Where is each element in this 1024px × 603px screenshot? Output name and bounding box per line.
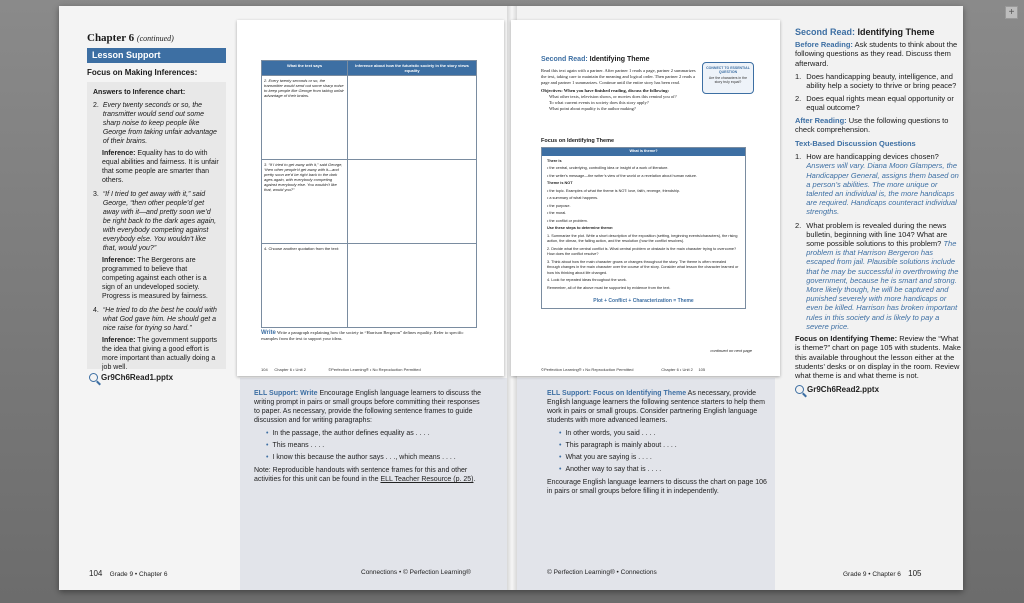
ell-support-write: ELL Support: Write Encourage English language learners to discuss the writing prompt in pairs or small groups before committing their responses to paper. As necessary, provide the following sentence frames to guide discussion and for writing paragraphs: • In the passage, the author defines equality as . . . . • This means . . . . • I know this because the author says . . ., which means . . . . Note: Reproducible handouts with sentence frames for this and other activities for this unit can be found in the ELL Teacher Resource (p. 25). — [254, 389, 486, 484]
theme-line: 2. Decide what the central conflict is. What central problem or obstacle is the main character trying to overcome? How does the conflict resolve? — [547, 246, 737, 256]
sentence-frame: • This means . . . . — [266, 441, 486, 450]
question-item: 2. What problem is revealed during the news bulletin, beginning with line 104? What are some possible solutions to this problem? The problem is that Harrison Bergeron has escaped from jail. Plausible solutions include that he may be successful in overthrowing the government, because he is smart and strong. More likely though, he will be captured and punished severely with more handicaps or even be killed. Harrison has broken important rules in this society and is likely to pay a severe price. — [795, 220, 959, 331]
search-file-icon — [89, 373, 98, 382]
question-item: 1. How are handicapping devices chosen? Answers will vary. Diana Moon Glampers, the Handicapper General, assigns them based on a person’s abilities. The more unique or talented an individual is, the more handicaps are required. Handicaps counteract individual strengths. — [795, 152, 959, 217]
sentence-frame: • I know this because the author says . . ., which means . . . . — [266, 453, 486, 462]
question-item: 2. Does equal rights mean equal opportunity or equal outcome? — [795, 94, 954, 113]
table-header: What the text says — [262, 61, 348, 75]
expand-icon[interactable]: + — [1005, 6, 1018, 19]
theme-line: • the central, underlying, controlling idea or insight of a work of literature. — [547, 166, 669, 170]
second-read-heading: Second Read: Identifying Theme — [795, 27, 935, 37]
theme-line: • the moral. — [547, 211, 567, 215]
theme-line: Theme is NOT — [547, 181, 573, 185]
theme-equation: Plot + Conflict + Characterization = Theme — [593, 298, 694, 304]
inference-table — [261, 60, 477, 328]
discussion-questions-heading: Text-Based Discussion Questions — [795, 139, 916, 149]
write-prompt: Write Write a paragraph explaining how the society in “Harrison Bergeron” defines equality. Refer to specific examples from the text to support your ideas. — [261, 330, 464, 341]
theme-line: Use these steps to determine theme: — [547, 226, 614, 230]
answer-item: 4. “He tried to do the best he could with what God gave him. He should get a nice raise for trying so hard.” — [93, 307, 217, 332]
theme-line: Remember, all of the above must be supported by evidence from the text. — [547, 285, 671, 290]
theme-line: • a summary of what happens. — [547, 196, 599, 200]
connect-essential-question: CONNECT TO ESSENTIAL QUESTION Are the characters in the story truly equal? — [702, 62, 754, 94]
partner-reading-text: Read this text again with a partner. After partner 1 reads a page, partner 2 summarizes the text, taking care to maintain the meaning and logical order. Then partner 2 reads a page and partner 1 summarizes. Continue until the entire story has been read. Objectives: When you have finished reading, discuss the following: What other texts, television shows, or movies does this remind you of? To what current events in society does this story apply? What point about equality is the author making? — [541, 68, 696, 111]
focus-heading: Focus on Making Inferences: — [87, 68, 198, 77]
inference: Inference: The government supports the idea that giving a good effort is more important than actually doing a job well. — [102, 337, 218, 371]
left-footer: 104 Grade 9 • Chapter 6 — [89, 569, 168, 578]
right-margin-column: Second Read: Identifying Theme Before Reading: Ask students to think about the following questions as they read. Discuss them afterward. 1. Does handicapping beauty, intelligence, and ability help a society to thrive or bring peace? 2. Does equal rights mean equal opportunity or equal outcome? After Reading: Use the following questions to check comprehension. Text-Based Discussion Questions 1. How are handicapping devices chosen? Answers will vary. Diana Moon Glampers, the Handicapper General, assigns them based on a person’s abilities. The more unique or talented an individual is, the more handicaps are required. Handicaps counteract individual strengths. 2. What problem is revealed during the news bulletin, beginning with line 104? What are some possible solutions to this problem? The problem is that Harrison Bergeron has escaped from jail. Plausible solutions include that he may be successful in overthrowing the government, because he is smart and strong. More likely though, he will be captured and punished severely with more handicaps or even be killed. Harrison has broken important rules in this society and is likely to pay a severe price. Focus on Identifying Theme: Review the “What is theme?” chart on page 105 with students. Make this available throughout the lesson either at the students’ desks or on display in the room. Review what theme is and what theme is not. Gr9Ch6Read2.pptx — [795, 27, 961, 395]
search-file-icon — [795, 385, 804, 394]
sentence-frame: • Another way to say that is . . . . — [559, 465, 769, 474]
table-cell: 3. “If I tried to get away with it,” said George, “then other people’d get away with it—and pretty soon we’d be right back to the dark ages again, with everybody competing against everybody else. You wouldn’t like that, would you?” — [262, 160, 348, 243]
inference: Inference: Equality has to do with equal abilities and fairness. It is unfair that some people are smarter than others. — [102, 150, 219, 184]
student-page-104 — [237, 20, 504, 376]
focus-theme-heading: Focus on Identifying Theme — [541, 138, 615, 144]
answer-item: 2. Every twenty seconds or so, the transmitter would send out some sharp noise to keep people like George from taking unfair advantage of their brains. — [93, 102, 217, 145]
theme-line: • the conflict or problem. — [547, 218, 588, 223]
continued-note: continued on next page — [710, 348, 752, 353]
lesson-support-bar: Lesson Support — [87, 48, 226, 63]
answers-heading: Answers to Inference chart: — [93, 89, 186, 96]
theme-line: 1. Summarize the plot. Write a short description of the exposition (setting, beginning events/characters), the rising action, the climax, the falling action, and the resolution (how the conflict resolves). — [547, 233, 738, 243]
inference: Inference: The Bergerons are programmed to believe that competing against each other is a sign of an undeveloped society. Progress is measured by fairness. — [102, 257, 208, 300]
theme-line: • the writer’s message—the writer’s view of the world or a revelation about human nature. — [547, 173, 698, 178]
sentence-frame: • What you are saying is . . . . — [559, 453, 769, 462]
theme-line: • the purpose. — [547, 203, 571, 208]
answers-box — [87, 82, 226, 369]
page-footer: 104 Chapter 6 • Unit 2 ©Perfection Learning® • No Reproduction Permitted — [261, 367, 421, 372]
right-footer-left: © Perfection Learning® • Connections — [547, 569, 657, 576]
ell-resource-link[interactable]: ELL Teacher Resource (p. 25) — [380, 476, 474, 483]
left-footer-right: Connections • © Perfection Learning® — [361, 569, 471, 576]
table-cell: 4. Choose another quotation from the text: — [262, 244, 348, 327]
student-page-105 — [511, 20, 780, 376]
sentence-frame: • In the passage, the author defines equality as . . . . — [266, 429, 486, 438]
ell-support-theme: ELL Support: Focus on Identifying Theme As necessary, provide English language learners the following sentence starters to help them work in pairs or small groups. Consider partnering English language students with more advanced learners. • In other words, you said . . . . • This paragraph is mainly about . . . . • What you are saying is . . . . • Another way to say that is . . . . Encourage English language learners to discuss the chart on page 106 in pairs or small groups before filling it in independently. — [547, 389, 769, 496]
page-footer: ©Perfection Learning® • No Reproduction Permitted Chapter 6 • Unit 2 105 — [541, 367, 706, 372]
what-is-theme-box — [541, 147, 746, 309]
chapter-heading: Chapter 6 (continued) — [87, 32, 174, 44]
question-item: 1. Does handicapping beauty, intelligence, and ability help a society to thrive or bring peace? — [795, 71, 957, 91]
right-footer: Grade 9 • Chapter 6 105 — [843, 569, 922, 578]
theme-box-header: What is theme? — [542, 148, 745, 156]
theme-line: 3. Think about how the main character grows or changes throughout the story. The theme is often revealed through changes in the main character over the course of the story. Consider what lesson the character learned or how his thinking about life changed. — [547, 259, 739, 275]
answer-item: 3. “If I tried to get away with it,” said George, “then other people’d get away with it—and pretty soon we’d be right back to the dark ages again, with everybody competing against everybody else. You wouldn’t like that, would you?” — [93, 191, 217, 252]
theme-line: There is — [547, 158, 562, 163]
table-cell: 2. Every twenty seconds or so, the transmitter would send out some sharp noise to keep people like George from taking unfair advantage of their brains. — [262, 76, 348, 159]
table-header: Inference about how the futuristic society in the story views equality — [355, 63, 469, 73]
theme-line: • the topic. Examples of what the theme is NOT: love, faith, revenge, friendship. — [547, 188, 681, 193]
second-read-title: Second Read: Identifying Theme — [541, 56, 650, 63]
file-link-read2[interactable]: Gr9Ch6Read2.pptx — [795, 385, 961, 394]
sentence-frame: • This paragraph is mainly about . . . . — [559, 441, 769, 450]
sentence-frame: • In other words, you said . . . . — [559, 429, 769, 438]
theme-line: 4. Look for repeated ideas throughout the work. — [547, 278, 627, 282]
file-link-read1[interactable]: Gr9Ch6Read1.pptx — [89, 373, 173, 382]
book-spread — [59, 6, 963, 590]
